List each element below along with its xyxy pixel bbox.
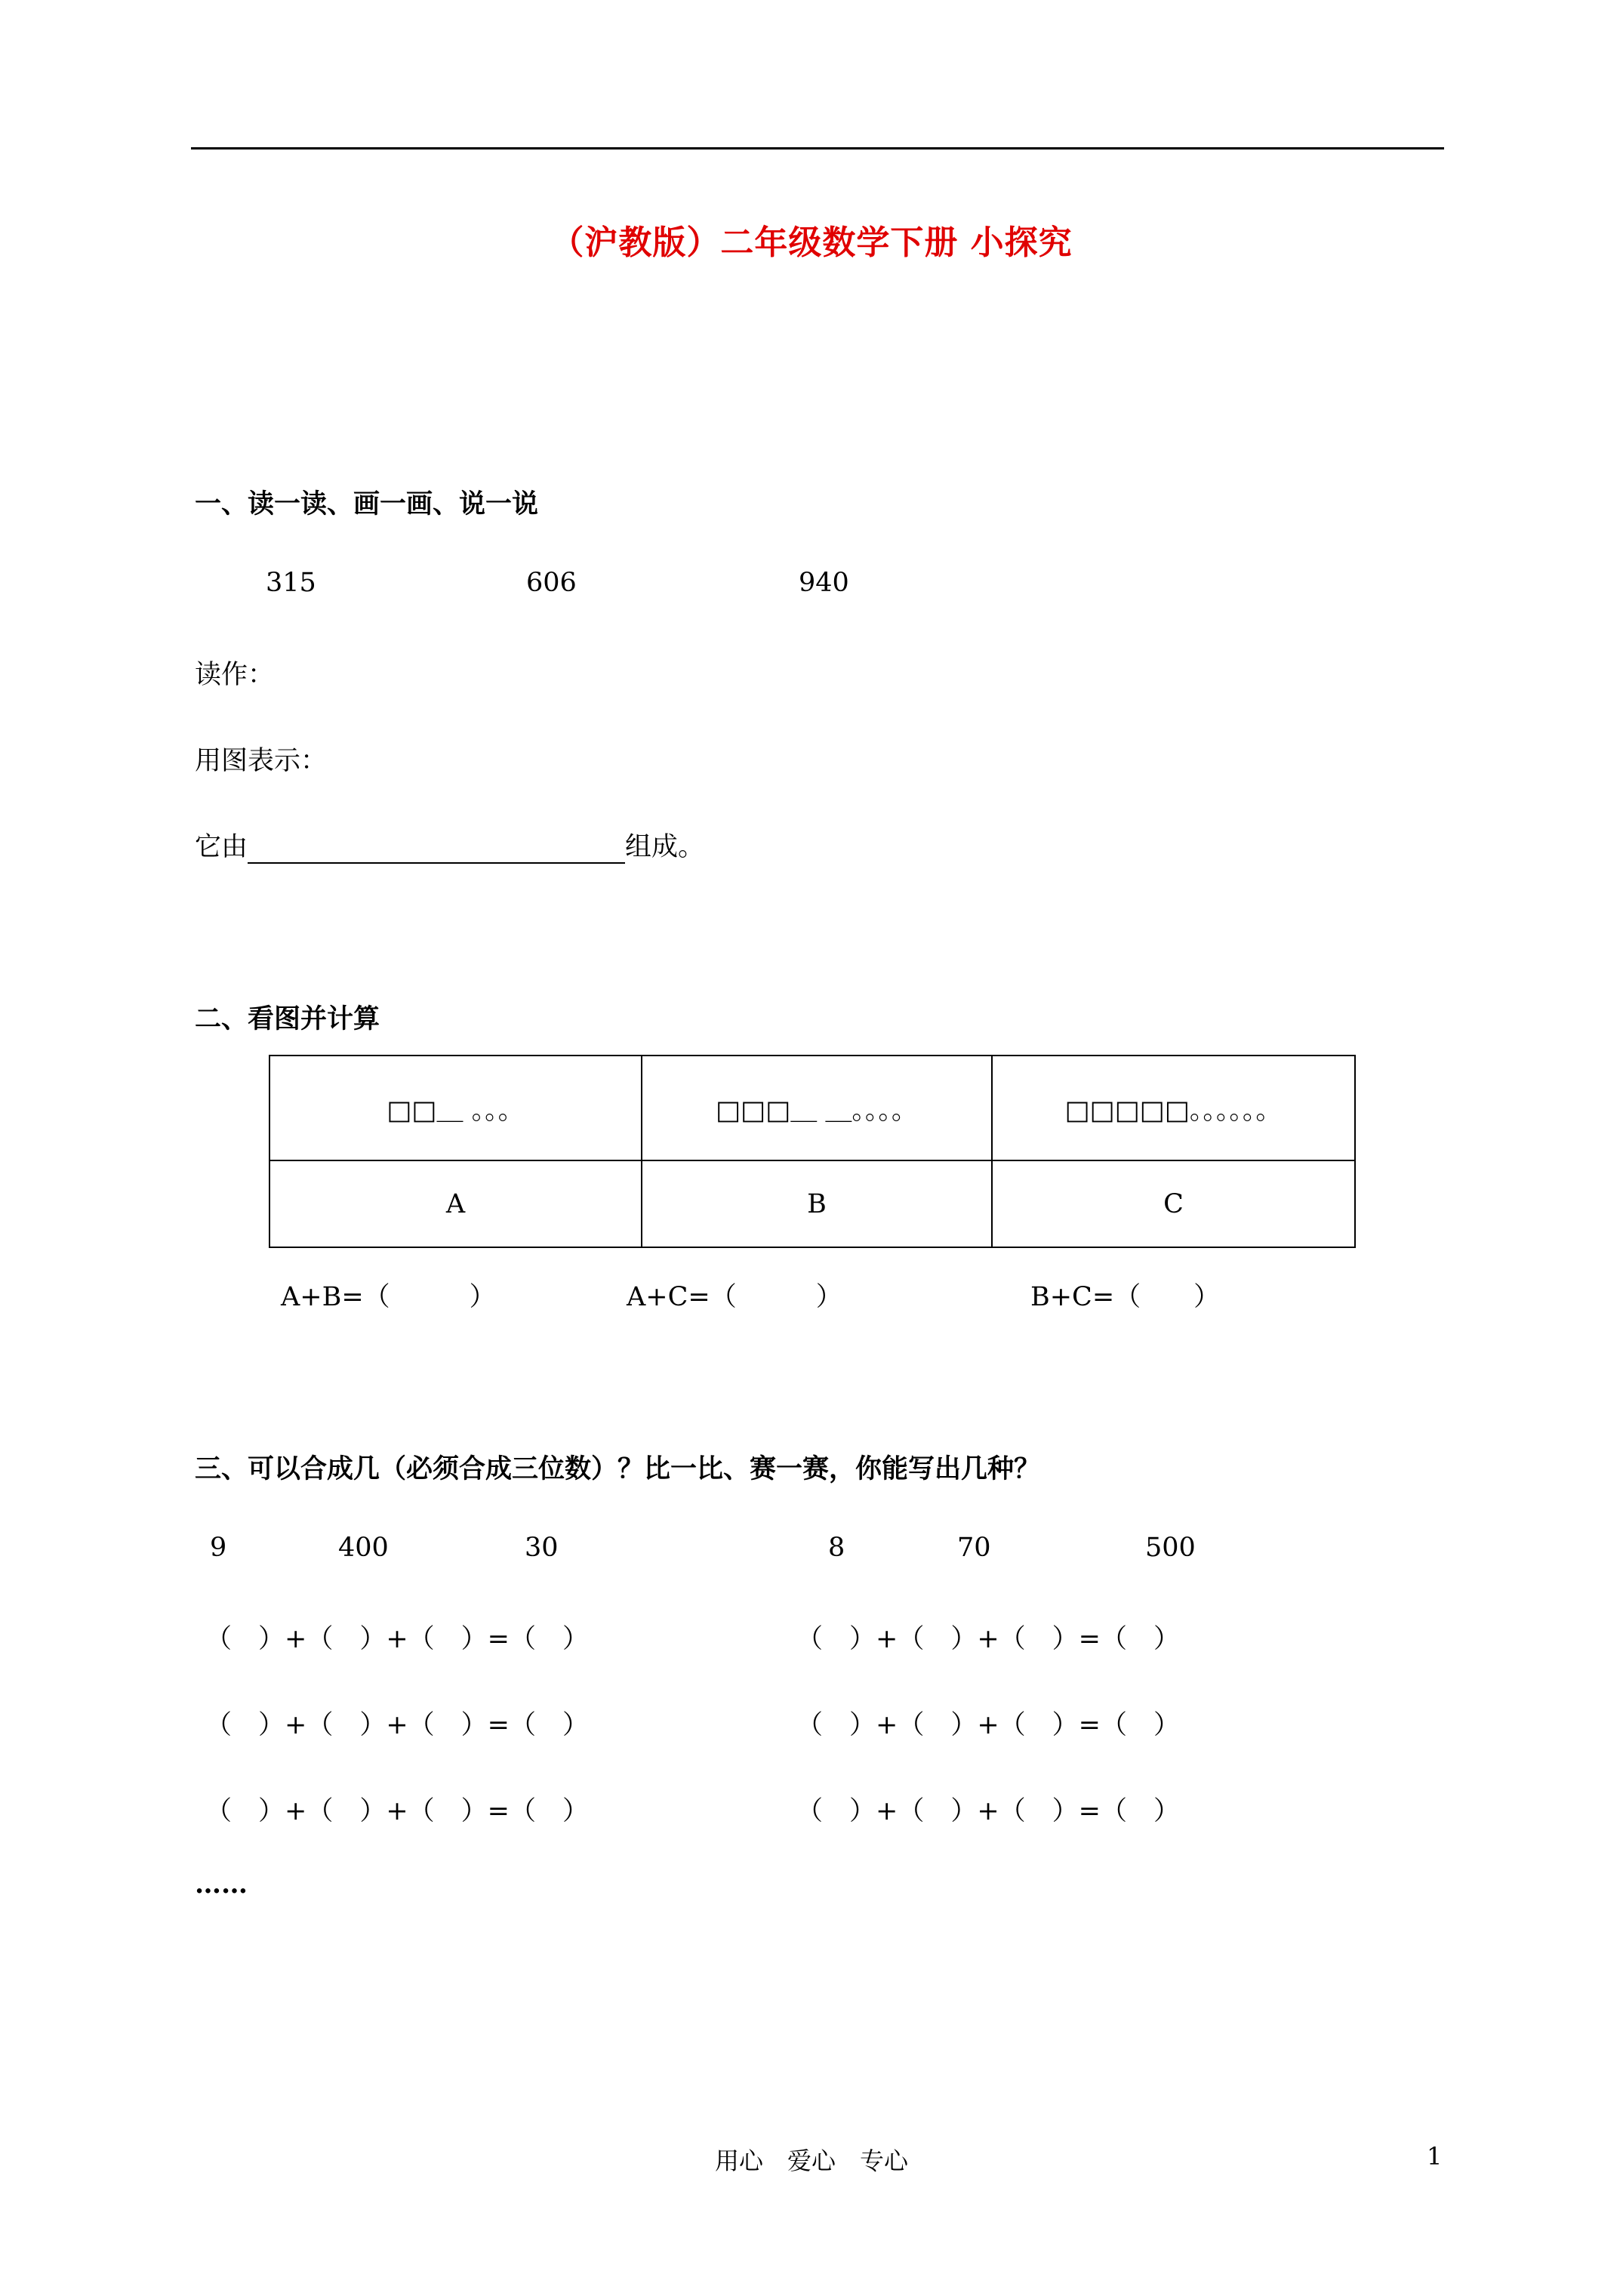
equation-a-plus-b: A+B=（ ）: [281, 1282, 496, 1312]
right-number-500: 500: [1145, 1533, 1196, 1563]
blank-row-right-2: （ ）+（ ）+（ ）=（ ）: [796, 1710, 1180, 1740]
equation-b-plus-c: B+C=（ ）: [1030, 1282, 1221, 1312]
picture-c: □□□□□。。。。。。: [992, 1056, 1355, 1160]
compose-suffix: 组成。: [625, 832, 705, 862]
picture-table: [269, 1055, 1356, 1248]
label-b: B: [642, 1160, 992, 1247]
section1-heading: 一、读一读、画一画、说一说: [195, 488, 539, 519]
blank-row-left-1: （ ）+（ ）+（ ）=（ ）: [205, 1624, 589, 1654]
blank-row-left-3: （ ）+（ ）+（ ）=（ ）: [205, 1796, 589, 1826]
number-940: 940: [799, 568, 849, 598]
right-number-70: 70: [957, 1533, 991, 1563]
picture-b: □□□＿ ＿。。。。: [642, 1056, 992, 1160]
page-title: （沪教版）二年级数学下册 小探究: [550, 223, 1073, 262]
compose-blank[interactable]: [248, 834, 625, 864]
blank-row-right-1: （ ）+（ ）+（ ）=（ ）: [796, 1624, 1180, 1654]
section2-heading: 二、看图并计算: [195, 1003, 380, 1034]
equation-a-plus-c: A+C=（ ）: [627, 1282, 842, 1312]
read-as-label: 读作：: [195, 660, 275, 690]
label-a: A: [269, 1160, 642, 1247]
ellipsis: ……: [195, 1869, 248, 1900]
blank-row-left-2: （ ）+（ ）+（ ）=（ ）: [205, 1710, 589, 1740]
header-rule: [191, 147, 1444, 149]
page-number: 1: [1427, 2142, 1443, 2171]
compose-prefix: 它由: [195, 832, 248, 862]
left-number-9: 9: [210, 1533, 227, 1563]
number-315: 315: [266, 568, 316, 598]
number-606: 606: [526, 568, 577, 598]
label-c: C: [992, 1160, 1355, 1247]
blank-row-right-3: （ ）+（ ）+（ ）=（ ）: [796, 1796, 1180, 1826]
compose-line: [195, 826, 704, 864]
right-number-8: 8: [828, 1533, 845, 1563]
left-number-30: 30: [525, 1533, 559, 1563]
left-number-400: 400: [338, 1533, 389, 1563]
footer-motto: 用心 爱心 专心: [714, 2147, 908, 2175]
picture-a: □□＿ 。。。: [269, 1056, 642, 1160]
draw-label: 用图表示：: [195, 746, 328, 776]
section3-heading: 三、可以合成几（必须合成三位数）？比一比、赛一赛，你能写出几种？: [195, 1453, 1041, 1484]
